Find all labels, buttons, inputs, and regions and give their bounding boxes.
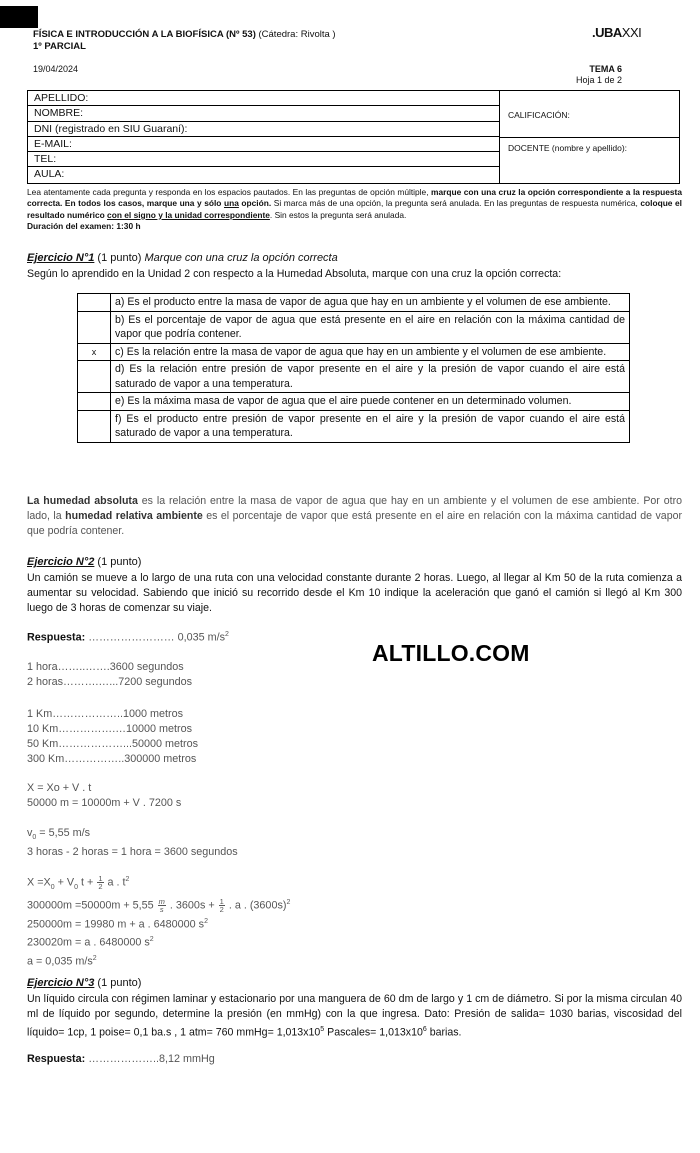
field-email[interactable]: E-MAIL: [28, 137, 499, 152]
option-e-mark[interactable] [78, 393, 111, 411]
exam-date: 19/04/2024 [33, 64, 79, 74]
exam-name: 1º PARCIAL [33, 41, 86, 52]
ex1-options-table [77, 293, 630, 443]
ex1-title: Ejercicio N°1 (1 punto) Marque con una cruz la opción correcta [27, 252, 338, 264]
ex2-accelerated-equation: $X =X_0 + V_0$ t + $\frac{1}{2}$ a . $t^2$ [27, 873, 130, 892]
ex2-answer-value: 0,035 m/s [177, 631, 225, 644]
field-nombre[interactable]: NOMBRE: [28, 106, 499, 121]
option-row-e[interactable] [78, 393, 630, 411]
ex2-time-conversions: 1 hora……..…….3600 segundos 2 horas……….…...7200 segundos [27, 661, 193, 688]
tema-label: TEMA 6 [589, 64, 622, 74]
ex2-substitution: 300000m =50000m + 5,55 $\frac{m}{s}$ . 3600s + $\frac{1}{2}$ . a . $(3600s)^2$ 250000m = 19980 m + a . 6480000 $s^2$ 230020m = a . 6480000 $s^2$ a = 0,035 $m/s^2$ [27, 896, 291, 968]
ex1-statement: Según lo aprendido en la Unidad 2 con respecto a la Humedad Absoluta, marque con una cruz la opción correcta: [27, 268, 562, 280]
option-d-mark[interactable] [78, 361, 111, 393]
field-aula[interactable]: AULA: [34, 168, 65, 181]
ex2-statement: Un camión se mueve a lo largo de una ruta con una velocidad constante durante 2 horas. Luego, al llegar al Km 50 de la ruta comienza a aumentar su velocidad. Sabiendo que inició su recorrido desde el Km 10 indique la aceleración que ganó el camión si llegó al Km 300 luego de 3 horas de comenzar su viaje. [27, 572, 682, 614]
grading-fields [500, 91, 680, 183]
ex3-answer: Respuesta: ………………..8,12 mmHg [27, 1053, 215, 1065]
field-apellido[interactable]: APELLIDO: [28, 91, 499, 106]
page-counter: Hoja 1 de 2 [575, 75, 622, 85]
field-dni[interactable]: DNI (registrado en SIU Guaraní): [28, 122, 499, 137]
option-a-text: a) Es el producto entre la masa de vapor de agua que hay en un ambiente y el volumen de ese ambiente. [111, 294, 630, 312]
ex1-explanation: La humedad absoluta es la relación entre la masa de vapor de agua que hay en un ambiente y el volumen de ese ambiente. Por otro lado, la humedad relativa ambiente es el porcentaje de vapor que está presente en el aire en relación con la máxima cantidad de vapor que podría contener. [27, 495, 683, 537]
calificacion-label: CALIFICACIÓN: [508, 110, 570, 120]
option-f-text: f) Es el producto entre presión de vapor presente en el aire y la presión de vapor cuando el aire está saturado de vapor a una temperatura. [111, 410, 630, 442]
option-c-text: c) Es la relación entre la masa de vapor de agua que hay en un ambiente y el volumen de ese ambiente. [111, 343, 630, 361]
option-row-a[interactable] [78, 294, 630, 312]
option-d-text: d) Es la relación entre presión de vapor presente en el aire y la presión de vapor cuando el aire está saturado de vapor a una temperatura. [111, 361, 630, 393]
ex3-answer-value: 8,12 mmHg [158, 1053, 215, 1065]
ex3-title: Ejercicio N°3 (1 punto) [27, 977, 142, 989]
option-row-b[interactable] [78, 311, 630, 343]
option-b-text: b) Es el porcentaje de vapor de agua que está presente en el aire en relación con la máxima cantidad de vapor que podría contener. [111, 311, 630, 343]
grading-divider [500, 137, 680, 138]
docente-label: DOCENTE (nombre y apellido): [508, 143, 628, 153]
ex2-velocity: $v_0 = 5,55$ m/s 3 horas - 2 horas = 1 hora = 3600 segundos [27, 827, 238, 859]
option-c-mark[interactable]: x [78, 343, 111, 361]
altillo-watermark: ALTILLO.COM [372, 640, 530, 666]
exam-duration: Duración del examen: 1:30 h [27, 221, 141, 232]
redaction-block [0, 6, 38, 28]
option-row-d[interactable] [78, 361, 630, 393]
option-row-f[interactable] [78, 410, 630, 442]
ex2-title: Ejercicio N°2 (1 punto) [27, 556, 142, 568]
option-a-mark[interactable] [78, 294, 111, 312]
option-f-mark[interactable] [78, 410, 111, 442]
student-fields [28, 91, 500, 183]
field-tel[interactable]: TEL: [28, 152, 499, 167]
ex2-uniform-motion: X = Xo + V . t 50000 m = 10000m + V . 7200 s [27, 782, 182, 809]
ex2-answer: Respuesta: …………………… 0,035 $m/s^2$ [27, 631, 229, 644]
uba-logo: .UBAXXI [592, 25, 642, 40]
option-row-c[interactable] [78, 343, 630, 361]
course-title: FÍSICA E INTRODUCCIÓN A LA BIOFÍSICA (Nº 53) (Cátedra: Rivolta ) [33, 29, 336, 40]
student-id-table [27, 90, 680, 184]
instructions: Lea atentamente cada pregunta y responda en los espacios pautados. En las preguntas de opción múltiple, marque con una cruz la opción correspondiente a la respuesta correcta. En todos los casos, marque una y sólo una opción. Si marca más de una opción, la pregunta será anulada. En las preguntas de respuesta numérica, coloque el resultado numérico con el signo y la unidad correspondiente. Sin estos la pregunta será anulada. Duración del examen: 1:30 h [27, 187, 682, 232]
ex2-distance-conversions: 1 Km………………..1000 metros 10 Km…………….…10000 metros 50 Km………………...50000 metros 300 Km……………..300000 metros [27, 708, 199, 765]
option-e-text: e) Es la máxima masa de vapor de agua que el aire puede contener en un determinado volumen. [111, 393, 630, 411]
ex3-statement: Un líquido circula con régimen laminar y estacionario por una manguera de 60 dm de largo y 1 cm de diámetro. Si por la misma circulan 40 ml de líquido por segundo, determine la presión (en mmHg) con la que ingresa. Dato: Presión de salida= 1030 barias, viscosidad del líquido= 1cp, 1 poise= 0,1 ba.s , 1 atm= 760 mmHg= $1,013x10^5$ Pascales= $1,013x10^6$ barias. [27, 993, 682, 1039]
option-b-mark[interactable] [78, 311, 111, 343]
